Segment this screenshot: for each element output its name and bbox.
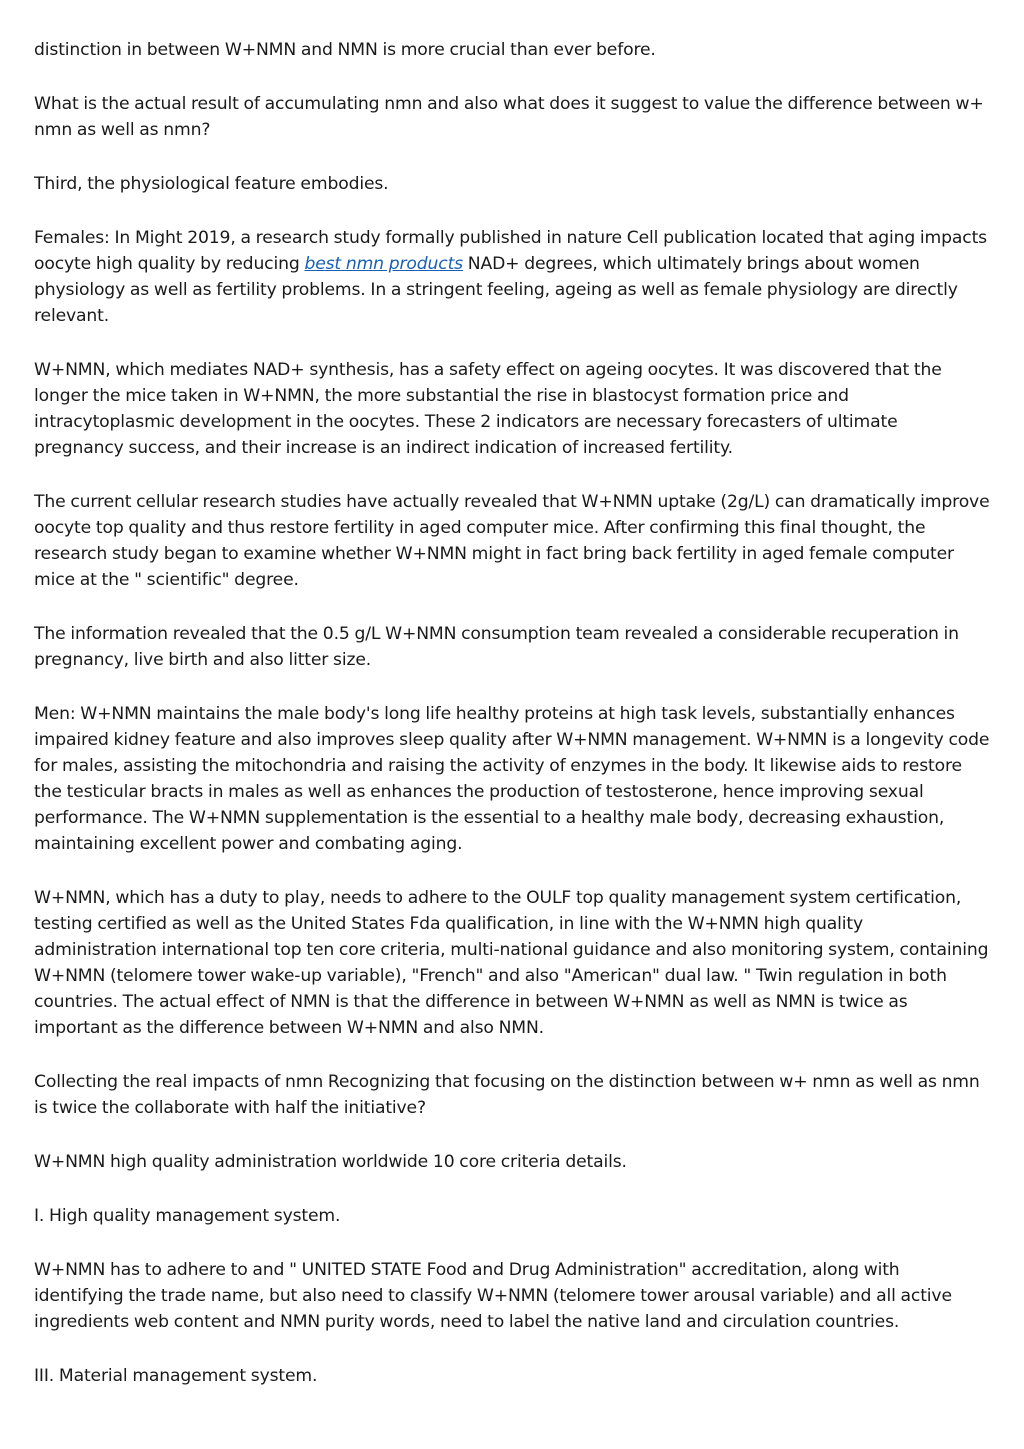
paragraph-5: W+NMN, which mediates NAD+ synthesis, has a safety effect on ageing oocytes. It was discovered that the longer the mice taken in W+NMN, the more substantial the rise in blastocyst formation price and intracytoplasmic development in the oocytes. These 2 indicators are necessary forecasters of ultimate pregnancy success, and their increase is an indirect indication of increased fertility. (34, 360, 942, 458)
best-nmn-products-link[interactable]: best nmn products (304, 254, 463, 274)
paragraph-2: What is the actual result of accumulating nmn and also what does it suggest to value the difference between w+ nmn as well as nmn? (34, 94, 984, 140)
paragraph-4-text-before: Females: In Might 2019, a research study formally published in nature Cell publication located that aging impacts oocyte high quality by reducing (34, 228, 987, 274)
paragraph-7: The information revealed that the 0.5 g/L W+NMN consumption team revealed a considerable recuperation in pregnancy, live birth and also litter size. (34, 624, 959, 670)
paragraph-11: W+NMN high quality administration worldwide 10 core criteria details. (34, 1152, 627, 1172)
paragraph-1: distinction in between W+NMN and NMN is more crucial than ever before. (34, 40, 656, 60)
paragraph-6: The current cellular research studies have actually revealed that W+NMN uptake (2g/L) can dramatically improve oocyte top quality and thus restore fertility in aged computer mice. After confirming this final thought, the research study began to examine whether W+NMN might in fact bring back fertility in aged female computer mice at the " scientific" degree. (34, 492, 990, 590)
paragraph-4-text-after: NAD+ degrees, which ultimately brings about women physiology as well as fertility problems. In a stringent feeling, ageing as well as female physiology are directly relevant. (34, 254, 958, 326)
paragraph-9: W+NMN, which has a duty to play, needs to adhere to the OULF top quality management system certification, testing certified as well as the United States Fda qualification, in line with the W+NMN high quality administration international top ten core criteria, multi-national guidance and also monitoring system, containing W+NMN (telomere tower wake-up variable), "French" and also "American" dual law. " Twin regulation in both countries. The actual effect of NMN is that the difference in between W+NMN as well as NMN is twice as important as the difference between W+NMN and also NMN. (34, 888, 989, 1038)
paragraph-10: Collecting the real impacts of nmn Recognizing that focusing on the distinction between w+ nmn as well as nmn is twice the collaborate with half the initiative? (34, 1072, 980, 1118)
paragraph-4 (34, 225, 990, 329)
paragraph-3: Third, the physiological feature embodies. (34, 174, 389, 194)
paragraph-13: W+NMN has to adhere to and " UNITED STATE Food and Drug Administration" accreditation, along with identifying the trade name, but also need to classify W+NMN (telomere tower arousal variable) and all active ingredients web content and NMN purity words, need to label the native land and circulation countries. (34, 1260, 952, 1332)
paragraph-8: Men: W+NMN maintains the male body's long life healthy proteins at high task levels, substantially enhances impaired kidney feature and also improves sleep quality after W+NMN management. W+NMN is a longevity code for males, assisting the mitochondria and raising the activity of enzymes in the body. It likewise aids to restore the testicular bracts in males as well as enhances the production of testosterone, hence improving sexual performance. The W+NMN supplementation is the essential to a healthy male body, decreasing exhaustion, maintaining excellent power and combating aging. (34, 704, 990, 854)
paragraph-12: I. High quality management system. (34, 1206, 341, 1226)
paragraph-14: III. Material management system. (34, 1366, 318, 1386)
